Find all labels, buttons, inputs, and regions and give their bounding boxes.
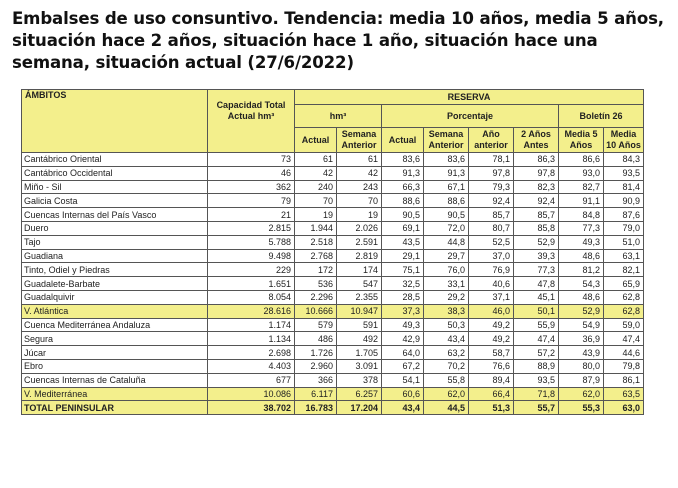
value-cell: 2.815 [208,221,295,235]
value-cell: 243 [337,180,382,194]
value-cell: 28,5 [382,290,424,304]
value-cell: 50,3 [424,318,469,332]
ambito-name: Duero [22,221,208,235]
value-cell: 77,3 [514,263,559,277]
table-row [22,318,644,332]
value-cell: 67,1 [424,180,469,194]
value-cell: 66,4 [469,387,514,401]
ambito-name: V. Mediterránea [22,387,208,401]
value-cell: 29,2 [424,290,469,304]
table-row [22,208,644,222]
header-ambitos: ÁMBITOS [22,90,208,153]
value-cell: 39,3 [514,249,559,263]
value-cell: 87,9 [559,373,604,387]
ambito-name: Galicia Costa [22,194,208,208]
value-cell: 44,5 [424,401,469,415]
value-cell: 38.702 [208,401,295,415]
value-cell: 51,3 [469,401,514,415]
value-cell: 2.355 [337,290,382,304]
value-cell: 87,6 [604,208,644,222]
value-cell: 49,3 [382,318,424,332]
value-cell: 52,5 [469,235,514,249]
value-cell: 40,6 [469,277,514,291]
value-cell: 91,3 [382,166,424,180]
value-cell: 8.054 [208,290,295,304]
header-porcentaje: Porcentaje [382,105,559,128]
value-cell: 47,4 [604,332,644,346]
value-cell: 80,7 [469,221,514,235]
value-cell: 10.086 [208,387,295,401]
ambito-name: Tinto, Odiel y Piedras [22,263,208,277]
value-cell: 5.788 [208,235,295,249]
value-cell: 86,6 [559,153,604,167]
value-cell: 46 [208,166,295,180]
value-cell: 59,0 [604,318,644,332]
value-cell: 38,3 [424,304,469,318]
header-dos-anos-antes: 2 Años Antes [514,128,559,153]
ambito-name: Cuencas Internas del País Vasco [22,208,208,222]
value-cell: 16.783 [295,401,337,415]
value-cell: 10.666 [295,304,337,318]
value-cell: 80,0 [559,359,604,373]
value-cell: 591 [337,318,382,332]
value-cell: 88,6 [382,194,424,208]
value-cell: 49,2 [469,318,514,332]
ambito-name: TOTAL PENINSULAR [22,401,208,415]
value-cell: 229 [208,263,295,277]
table-row [22,277,644,291]
value-cell: 42 [337,166,382,180]
value-cell: 174 [337,263,382,277]
header-media-10: Media 10 Años [604,128,644,153]
value-cell: 37,3 [382,304,424,318]
value-cell: 677 [208,373,295,387]
value-cell: 1.705 [337,346,382,360]
value-cell: 6.257 [337,387,382,401]
table-body [22,153,644,415]
value-cell: 2.026 [337,221,382,235]
value-cell: 91,3 [424,166,469,180]
value-cell: 37,0 [469,249,514,263]
value-cell: 46,0 [469,304,514,318]
ambito-name: V. Atlántica [22,304,208,318]
value-cell: 366 [295,373,337,387]
value-cell: 70,2 [424,359,469,373]
value-cell: 58,7 [469,346,514,360]
value-cell: 378 [337,373,382,387]
value-cell: 547 [337,277,382,291]
value-cell: 362 [208,180,295,194]
table-row [22,235,644,249]
value-cell: 29,7 [424,249,469,263]
table-row [22,359,644,373]
value-cell: 55,3 [559,401,604,415]
value-cell: 54,3 [559,277,604,291]
value-cell: 44,6 [604,346,644,360]
value-cell: 89,4 [469,373,514,387]
value-cell: 63,2 [424,346,469,360]
total-row [22,401,644,415]
value-cell: 47,8 [514,277,559,291]
value-cell: 81,2 [559,263,604,277]
table-row [22,346,644,360]
value-cell: 55,7 [514,401,559,415]
value-cell: 63,0 [604,401,644,415]
value-cell: 71,8 [514,387,559,401]
value-cell: 85,7 [469,208,514,222]
value-cell: 55,8 [424,373,469,387]
header-actual-pct: Actual [382,128,424,153]
value-cell: 90,9 [604,194,644,208]
header-boletin: Boletín 26 [559,105,644,128]
value-cell: 62,8 [604,290,644,304]
ambito-name: Guadalete-Barbate [22,277,208,291]
value-cell: 84,8 [559,208,604,222]
header-semana-anterior-pct: Semana Anterior [424,128,469,153]
value-cell: 579 [295,318,337,332]
value-cell: 79,0 [604,221,644,235]
value-cell: 2.698 [208,346,295,360]
value-cell: 91,1 [559,194,604,208]
value-cell: 9.498 [208,249,295,263]
table-row [22,221,644,235]
reservoir-table [21,89,644,415]
table-row [22,290,644,304]
value-cell: 79 [208,194,295,208]
value-cell: 83,6 [424,153,469,167]
value-cell: 92,4 [514,194,559,208]
value-cell: 82,7 [559,180,604,194]
value-cell: 51,0 [604,235,644,249]
value-cell: 2.768 [295,249,337,263]
value-cell: 2.819 [337,249,382,263]
value-cell: 42 [295,166,337,180]
table-row [22,373,644,387]
value-cell: 36,9 [559,332,604,346]
value-cell: 79,3 [469,180,514,194]
value-cell: 82,3 [514,180,559,194]
value-cell: 33,1 [424,277,469,291]
value-cell: 43,4 [424,332,469,346]
value-cell: 93,5 [604,166,644,180]
value-cell: 79,8 [604,359,644,373]
value-cell: 2.591 [337,235,382,249]
page-title: Embalses de uso consuntivo. Tendencia: media 10 años, media 5 años, situación hace 2 años, situación hace 1 año, situación hace una semana, situación actual (27/6/2022) [12,9,664,72]
value-cell: 76,6 [469,359,514,373]
value-cell: 54,9 [559,318,604,332]
value-cell: 61 [337,153,382,167]
value-cell: 70 [295,194,337,208]
value-cell: 78,1 [469,153,514,167]
value-cell: 19 [337,208,382,222]
value-cell: 84,3 [604,153,644,167]
value-cell: 63,5 [604,387,644,401]
ambito-name: Guadiana [22,249,208,263]
table-row [22,180,644,194]
value-cell: 86,1 [604,373,644,387]
value-cell: 1.174 [208,318,295,332]
ambito-name: Cuencas Internas de Cataluña [22,373,208,387]
value-cell: 1.944 [295,221,337,235]
value-cell: 76,9 [469,263,514,277]
value-cell: 70 [337,194,382,208]
value-cell: 21 [208,208,295,222]
value-cell: 43,9 [559,346,604,360]
value-cell: 3.091 [337,359,382,373]
ambito-name: Cuenca Mediterránea Andaluza [22,318,208,332]
value-cell: 85,7 [514,208,559,222]
value-cell: 61 [295,153,337,167]
value-cell: 82,1 [604,263,644,277]
value-cell: 240 [295,180,337,194]
ambito-name: Guadalquivir [22,290,208,304]
value-cell: 52,9 [559,304,604,318]
ambito-name: Cantábrico Oriental [22,153,208,167]
value-cell: 48,6 [559,290,604,304]
header-media-5: Media 5 Años [559,128,604,153]
value-cell: 37,1 [469,290,514,304]
value-cell: 97,8 [469,166,514,180]
value-cell: 2.518 [295,235,337,249]
value-cell: 536 [295,277,337,291]
value-cell: 75,1 [382,263,424,277]
header-capacidad: Capacidad Total Actual hm³ [208,90,295,153]
value-cell: 1.134 [208,332,295,346]
value-cell: 93,5 [514,373,559,387]
value-cell: 90,5 [382,208,424,222]
value-cell: 50,1 [514,304,559,318]
value-cell: 76,0 [424,263,469,277]
value-cell: 62,0 [559,387,604,401]
table-row [22,166,644,180]
value-cell: 92,4 [469,194,514,208]
value-cell: 90,5 [424,208,469,222]
value-cell: 4.403 [208,359,295,373]
value-cell: 65,9 [604,277,644,291]
table-row [22,194,644,208]
value-cell: 72,0 [424,221,469,235]
value-cell: 43,4 [382,401,424,415]
header-hm3: hm³ [295,105,382,128]
ambito-name: Segura [22,332,208,346]
value-cell: 55,9 [514,318,559,332]
value-cell: 97,8 [514,166,559,180]
value-cell: 2.960 [295,359,337,373]
value-cell: 42,9 [382,332,424,346]
value-cell: 88,6 [424,194,469,208]
value-cell: 1.726 [295,346,337,360]
value-cell: 54,1 [382,373,424,387]
value-cell: 19 [295,208,337,222]
value-cell: 69,1 [382,221,424,235]
value-cell: 45,1 [514,290,559,304]
value-cell: 10.947 [337,304,382,318]
value-cell: 17.204 [337,401,382,415]
value-cell: 28.616 [208,304,295,318]
header-actual-hm3: Actual [295,128,337,153]
value-cell: 1.651 [208,277,295,291]
subtotal-row [22,304,644,318]
value-cell: 172 [295,263,337,277]
ambito-name: Tajo [22,235,208,249]
subtotal-row [22,387,644,401]
ambito-name: Júcar [22,346,208,360]
table-row [22,332,644,346]
ambito-name: Cantábrico Occidental [22,166,208,180]
value-cell: 2.296 [295,290,337,304]
table-header [22,90,644,153]
value-cell: 88,9 [514,359,559,373]
value-cell: 85,8 [514,221,559,235]
value-cell: 64,0 [382,346,424,360]
value-cell: 66,3 [382,180,424,194]
table-row [22,263,644,277]
header-ano-anterior: Año anterior [469,128,514,153]
value-cell: 48,6 [559,249,604,263]
header-semana-anterior-hm3: Semana Anterior [337,128,382,153]
value-cell: 93,0 [559,166,604,180]
value-cell: 486 [295,332,337,346]
value-cell: 492 [337,332,382,346]
ambito-name: Ebro [22,359,208,373]
value-cell: 44,8 [424,235,469,249]
ambito-name: Miño - Sil [22,180,208,194]
value-cell: 57,2 [514,346,559,360]
table-row [22,249,644,263]
value-cell: 29,1 [382,249,424,263]
value-cell: 62,8 [604,304,644,318]
value-cell: 49,3 [559,235,604,249]
header-reserva: RESERVA [295,90,644,105]
value-cell: 73 [208,153,295,167]
value-cell: 49,2 [469,332,514,346]
value-cell: 52,9 [514,235,559,249]
value-cell: 32,5 [382,277,424,291]
value-cell: 67,2 [382,359,424,373]
value-cell: 86,3 [514,153,559,167]
value-cell: 83,6 [382,153,424,167]
value-cell: 43,5 [382,235,424,249]
value-cell: 63,1 [604,249,644,263]
value-cell: 81,4 [604,180,644,194]
table-row [22,153,644,167]
value-cell: 6.117 [295,387,337,401]
value-cell: 47,4 [514,332,559,346]
value-cell: 77,3 [559,221,604,235]
value-cell: 60,6 [382,387,424,401]
value-cell: 62,0 [424,387,469,401]
